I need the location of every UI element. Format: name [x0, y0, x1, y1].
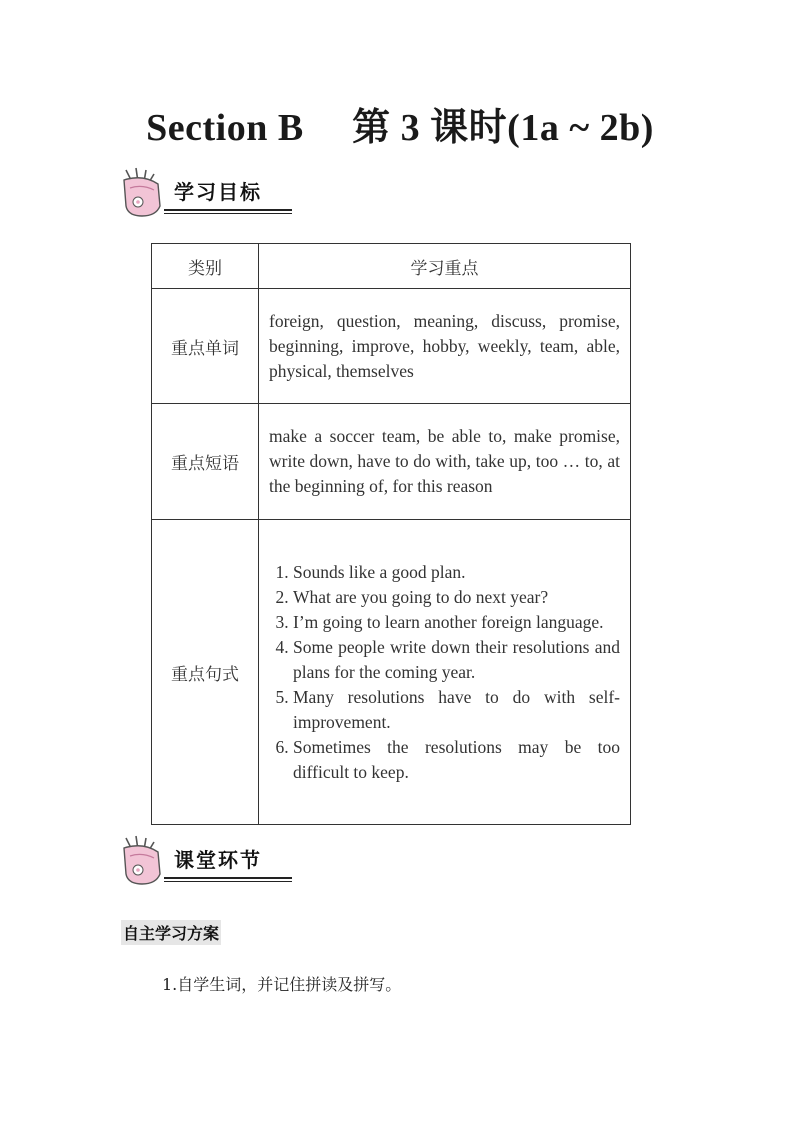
section-heading-class — [118, 834, 308, 894]
category-cell: 重点单词 — [152, 289, 259, 404]
sentence-list — [269, 560, 620, 785]
list-item: 3. I’m going to learn another foreign language. — [293, 610, 620, 635]
pink-badge-icon — [118, 834, 168, 890]
table-header-category: 类别 — [152, 244, 259, 289]
table-row — [152, 404, 631, 520]
list-item: 4. Some people write down their resolutions and plans for the coming year. — [293, 635, 620, 685]
list-item: 5. Many resolutions have to do with self-improvement. — [293, 685, 620, 735]
table-header-row — [152, 244, 631, 289]
section-label-class: 课堂环节 — [174, 848, 262, 872]
list-item: 1. Sounds like a good plan. — [293, 560, 620, 585]
self-study-task: 1.自学生词，并记住拼读及拼写。 — [162, 975, 402, 994]
section-label-goals: 学习目标 — [174, 180, 262, 204]
key-sentences-cell — [259, 520, 631, 825]
section-underline — [164, 877, 292, 879]
section-underline-thin — [164, 213, 292, 214]
list-item: 6. Sometimes the resolutions may be too difficult to keep. — [293, 735, 620, 785]
pink-badge-icon — [118, 166, 168, 222]
table-row — [152, 520, 631, 825]
table-row — [152, 289, 631, 404]
section-heading-goals — [118, 166, 308, 226]
list-item: 2. What are you going to do next year? — [293, 585, 620, 610]
section-underline — [164, 209, 292, 211]
category-cell: 重点句式 — [152, 520, 259, 825]
key-words-cell: foreign, question, meaning, discuss, promise, beginning, improve, hobby, weekly, team, able, physical, themselves — [259, 289, 631, 404]
page-title: Section B 第 3 课时(1a ~ 2b) — [146, 107, 654, 149]
learning-goals-table — [151, 243, 631, 825]
category-cell: 重点短语 — [152, 404, 259, 520]
self-study-plan-heading: 自主学习方案 — [121, 920, 221, 945]
key-phrases-cell: make a soccer team, be able to, make promise, write down, have to do with, take up, too … to, at the beginning of, for this reason — [259, 404, 631, 520]
table-header-focus: 学习重点 — [259, 244, 631, 289]
section-underline-thin — [164, 881, 292, 882]
